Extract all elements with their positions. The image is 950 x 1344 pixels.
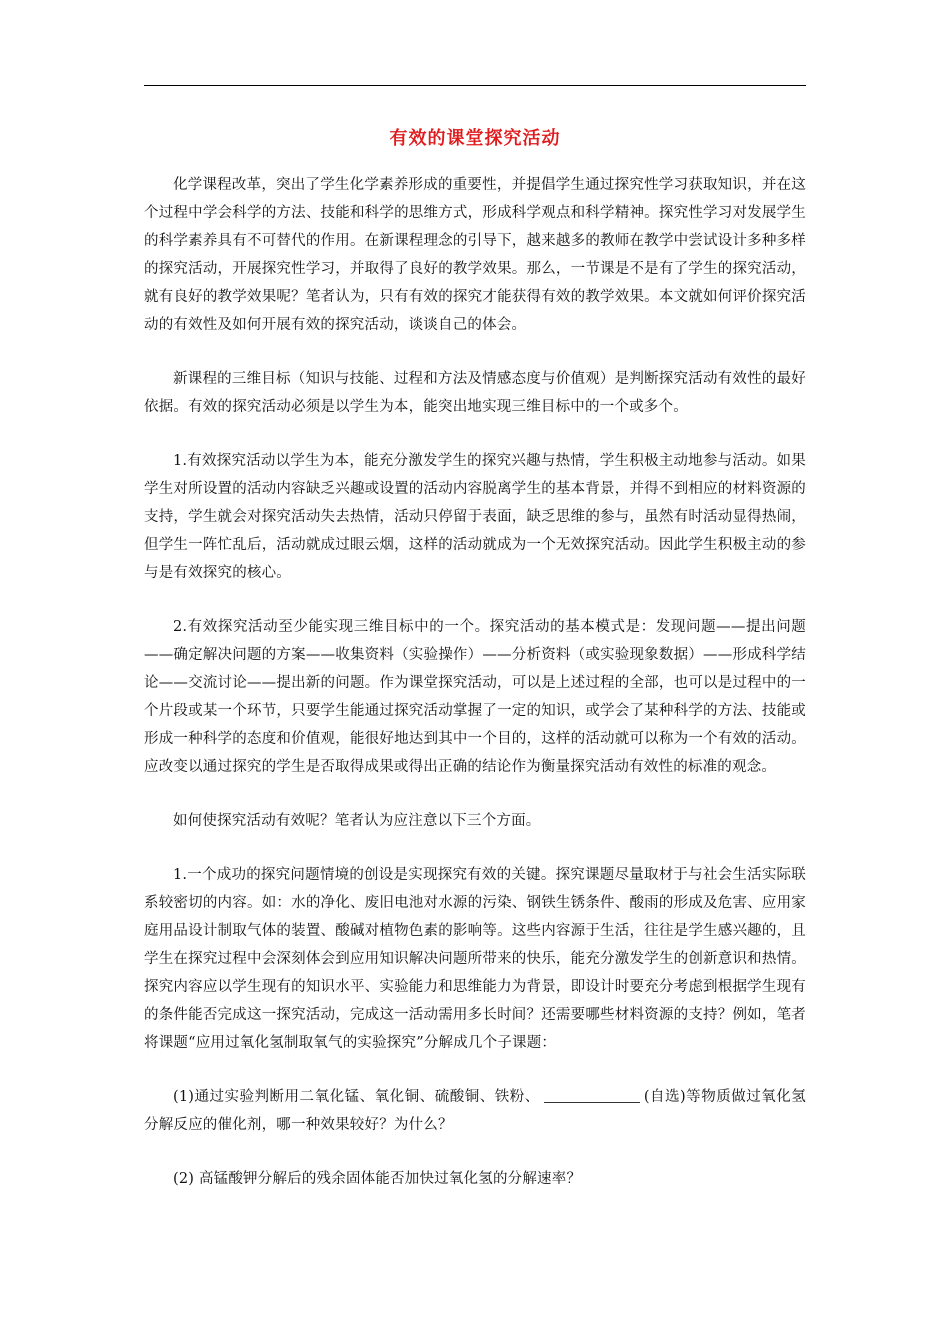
paragraph-point-2: 2.有效探究活动至少能实现三维目标中的一个。探究活动的基本模式是：发现问题——提出问题——确定解决问题的方案——收集资料（实验操作）——分析资料（或实验现象数据）——形成科学结论——交流讨论——提出新的问题。作为课堂探究活动，可以是上述过程的全部，也可以是过程中的一个片段或某一个环节，只要学生能通过探究活动掌握了一定的知识，或学会了某种科学的方法、技能或形成一种科学的态度和价值观，能很好地达到其中一个目的，这样的活动就可以称为一个有效的活动。应改变以通过探究的学生是否取得成果或得出正确的结论作为衡量探究活动有效性的标准的观念。 <box>144 619 806 775</box>
document-title: 有效的课堂探究活动 <box>389 128 561 149</box>
list-item-1-text-after: (自选)等物质做过氧化氢分解反应的催化剂，哪一种效果较好？为什么？ <box>144 1089 806 1133</box>
list-item-1 <box>144 1083 806 1139</box>
list-item-2: (2) 高锰酸钾分解后的残余固体能否加快过氧化氢的分解速率？ <box>173 1171 582 1187</box>
paragraph-point-1: 1.有效探究活动以学生为本，能充分激发学生的探究兴趣与热情，学生积极主动地参与活动。如果学生对所设置的活动内容缺乏兴趣或设置的活动内容脱离学生的基本背景，并得不到相应的材料资源的支持，学生就会对探究活动失去热情，活动只停留于表面，缺乏思维的参与，虽然有时活动显得热闹，但学生一阵忙乱后，活动就成过眼云烟，这样的活动就成为一个无效探究活动。因此学生积极主动的参与是有效探究的核心。 <box>144 453 806 581</box>
paragraph-three-dimensional-goals: 新课程的三维目标（知识与技能、过程和方法及情感态度与价值观）是判断探究活动有效性的最好依据。有效的探究活动必须是以学生为本，能突出地实现三维目标中的一个或多个。 <box>144 371 806 415</box>
list-item-1-text-before: (1)通过实验判断用二氧化锰、氧化铜、硫酸铜、铁粉、 <box>173 1089 540 1105</box>
header-rule <box>144 85 806 86</box>
document-body <box>144 171 806 1213</box>
paragraph-how-to: 如何使探究活动有效呢？笔者认为应注意以下三个方面。 <box>173 813 541 829</box>
paragraph-aspect-1: 1.一个成功的探究问题情境的创设是实现探究有效的关键。探究课题尽量取材于与社会生活实际联系较密切的内容。如：水的净化、废旧电池对水源的污染、钢铁生锈条件、酸雨的形成及危害、应用家庭用品设计制取气体的装置、酸碱对植物色素的影响等。这些内容源于生活，往往是学生感兴趣的，且学生在探究过程中会深刻体会到应用知识解决问题所带来的快乐，能充分激发学生的创新意识和热情。探究内容应以学生现有的知识水平、实验能力和思维能力为背景，即设计时要充分考虑到根据学生现有的条件能否完成这一探究活动，完成这一活动需用多长时间？还需要哪些材料资源的支持？例如，笔者将课题“应用过氧化氢制取氧气的实验探究”分解成几个子课题： <box>144 867 806 1051</box>
paragraph-intro: 化学课程改革，突出了学生化学素养形成的重要性，并提倡学生通过探究性学习获取知识，并在这个过程中学会科学的方法、技能和科学的思维方式，形成科学观点和科学精神。探究性学习对发展学生的科学素养具有不可替代的作用。在新课程理念的引导下，越来越多的教师在教学中尝试设计多种多样的探究活动，开展探究性学习，并取得了良好的教学效果。那么，一节课是不是有了学生的探究活动，就有良好的教学效果呢？笔者认为，只有有效的探究才能获得有效的教学效果。本文就如何评价探究活动的有效性及如何开展有效的探究活动，谈谈自己的体会。 <box>144 177 806 333</box>
fill-in-blank <box>544 1086 640 1103</box>
